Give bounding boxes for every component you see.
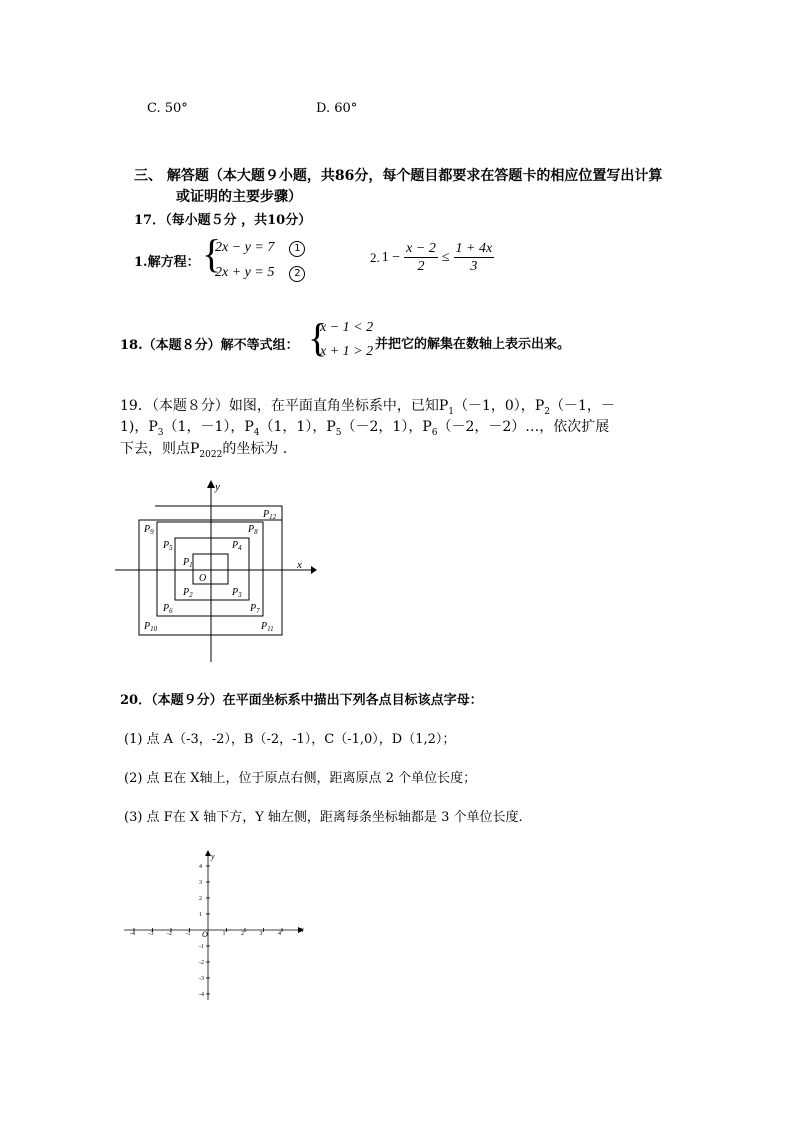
fig19-p10-label: $P_{10}$ [144, 621, 158, 633]
q19-p1: $P_1(-1$，0）， [438, 398, 535, 417]
q19-p5: $P_5(-2$，1）， [326, 419, 423, 438]
q20-y-tick-label: -2 [199, 960, 204, 966]
fig19-p6-label: $P_6$ [163, 603, 173, 615]
q20-coordinate-axes [120, 848, 310, 1008]
q17-fraction-1 [404, 240, 438, 275]
q20-x-tick-label: -2 [167, 931, 172, 937]
fig19-p4-label: $P_4$ [232, 540, 242, 552]
q17-equation-2 [215, 261, 305, 282]
section3-heading-line2: 或证明的主要步骤） [176, 189, 302, 205]
spiral-rect-3 [157, 522, 263, 616]
q20-item1: (1) 点 A（-3，-2），B（-2，-1），C（-1,0），D（1,2）； [124, 732, 456, 747]
q20-y-tick-label: -4 [199, 992, 204, 998]
q18-ineq-2: x + 1 > 2 [320, 344, 374, 359]
q17-eq1-mark: 1 [289, 241, 305, 257]
q20-x-tick-label: -3 [148, 931, 154, 937]
q19-p3: $P_3(1$，－1）， [148, 419, 245, 438]
q19-spiral-figure [115, 476, 320, 666]
q17-part2-label: 2. [370, 249, 380, 265]
fig19-p2-label: $P_2$ [183, 587, 193, 599]
q17-header: 17．（每小题５分 ，共10分） [134, 213, 312, 228]
choice-c: C. 50° [147, 101, 188, 116]
q20-y-tick-label: 2 [199, 896, 202, 902]
q19-line1-text: 19．（本题８分）如图，在平面直角坐标系中，已知 [120, 398, 439, 414]
fig19-y-label: y [215, 481, 220, 493]
q17-frac2-den: 3 [470, 259, 478, 274]
q17-eq2-text: 2x + y = 5 [215, 265, 275, 280]
y-axis-arrow [207, 480, 215, 488]
q18-tail: 并把它的解集在数轴上表示出来。 [375, 337, 571, 352]
q20-y-tick-label: 3 [199, 880, 202, 886]
q18-brace: { [308, 315, 328, 360]
q17-part1-label: 1.解方程： [134, 255, 200, 270]
q20-item2: (2) 点 E在 X轴上，位于原点右侧，距离原点 2 个单位长度； [124, 771, 477, 786]
q20-x-tick-label: 4 [278, 931, 281, 937]
fig19-p11-label: $P_{11}$ [261, 621, 274, 633]
x-axis-arrow [311, 566, 317, 574]
fig19-p7-label: $P_7$ [250, 603, 260, 615]
q20-x-tick-label: 3 [259, 931, 263, 937]
q20-origin-label: O [202, 930, 208, 939]
q20-y-tick-label: 4 [199, 864, 202, 870]
q19-p2: $P_2(-1$，－ [534, 398, 615, 417]
q19-p6: $P_6(-2$，－2）…，依次扩展 [422, 419, 610, 438]
q18-label: 18.（本题８分）解不等式组： [120, 338, 299, 353]
q20-x-tick-label: -1 [185, 931, 191, 937]
fig19-p12-label: $P_{12}$ [263, 509, 277, 521]
q19-line2: 1)，$P_3(1$，－1），$P_4(1$，1），$P_5(-2$，1），$P_6(-2$，－2）…，依次扩展 [120, 419, 610, 438]
q20-x-tick-label: 2 [241, 931, 244, 937]
q17-frac1-den: 2 [417, 259, 425, 274]
q20-header: 20．（本题９分）在平面坐标系中描出下列各点目标该点字母： [120, 693, 483, 708]
q17-eq2-mark: 2 [289, 266, 305, 282]
q20-y-tick-label: -3 [199, 976, 204, 982]
fig19-p1-label: $P_1$ [183, 557, 193, 569]
fig19-p3-label: $P_3$ [232, 587, 242, 599]
q19-p2022: $P_{2022}$ [190, 441, 223, 460]
q17-relation: ≤ [441, 249, 450, 265]
q20-y-label: y [211, 852, 215, 861]
q20-y-tick-label: 1 [199, 912, 202, 918]
q17-fraction-2 [454, 240, 495, 275]
fig19-origin-label: O [199, 573, 207, 584]
choice-d: D. 60° [316, 101, 358, 116]
q17-equation-1 [215, 236, 305, 257]
q20-item3: (3) 点 F在 X 轴下方，Y 轴左侧，距离每条坐标轴都是 3 个单位长度. [124, 810, 523, 825]
q17-frac1-num: x − 2 [406, 241, 436, 256]
fig19-x-label: x [297, 559, 302, 571]
q20-x-label: x [300, 925, 304, 934]
q20-x-tick-label: -4 [130, 931, 135, 937]
q20-y-tick-label: -1 [199, 944, 204, 950]
section3-heading-line1: 三、 解答题（本大题９小题，共86分，每个题目都要求在答题卡的相应位置写出计算 [134, 168, 663, 184]
q17-frac2-num: 1 + 4x [455, 241, 493, 256]
fig19-p5-label: $P_5$ [163, 540, 173, 552]
q17-inequality [370, 240, 494, 275]
q18-ineq-1: x − 1 < 2 [320, 320, 374, 335]
q19-p4: $P_4(1$，1）， [244, 419, 327, 438]
q17-eq1-text: 2x − y = 7 [215, 240, 275, 255]
fig19-p8-label: $P_8$ [248, 524, 258, 536]
fig19-p9-label: $P_9$ [144, 524, 154, 536]
q17-lead: 1 − [381, 249, 401, 265]
q20-x-tick-label: 1 [222, 931, 226, 937]
system-brace: { [202, 231, 222, 276]
q19-line1 [120, 395, 615, 417]
q19-line3: 下去，则点$P_{2022}$的坐标为 . [120, 441, 288, 460]
